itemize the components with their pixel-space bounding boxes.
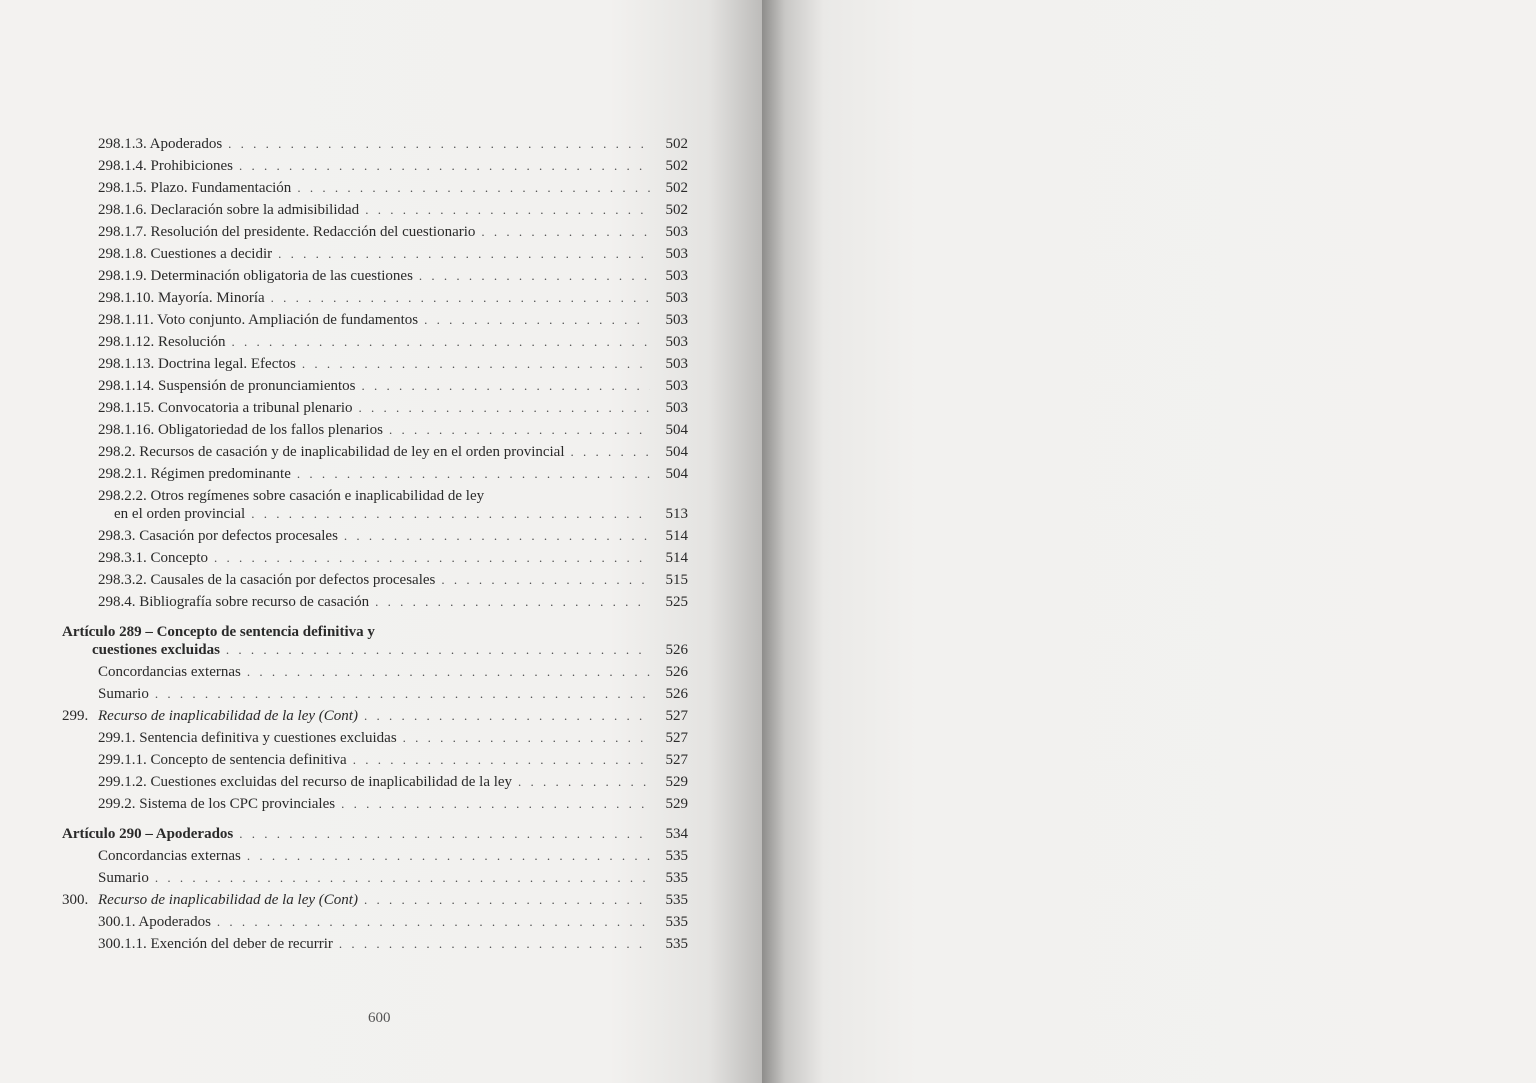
toc-page-number: 503 [665,290,688,306]
toc-page-number: 504 [665,466,688,482]
toc-entry-label: 299.1.1. Concepto de sentencia definitiva [98,752,347,768]
section-title: Recurso de inaplicabilidad de la ley (Cont) [98,708,358,724]
toc-page-number: 529 [665,796,688,812]
dot-leader [302,353,650,375]
toc-entry [62,683,688,705]
dot-leader [403,727,650,749]
toc-entry-label: 298.1.11. Voto conjunto. Ampliación de fundamentos [98,312,419,328]
toc-entry [62,569,688,591]
dot-leader [278,243,650,265]
section-title: Recurso de inaplicabilidad de la ley (Cont) [98,892,358,908]
toc-entry [62,705,688,727]
toc-entry-label: 298.3.2. Causales de la casación por defectos procesales [98,572,436,588]
toc-entry-label: 299.2. Sistema de los CPC provinciales [98,796,336,812]
toc-entry [62,661,688,683]
dot-leader [419,265,650,287]
toc-entry [62,503,688,525]
toc-entry-label: Artículo 289 – Concepto de sentencia definitiva y [62,624,375,640]
toc-entry [62,793,688,815]
toc-page-number: 525 [665,594,688,610]
toc-page-number: 503 [665,400,688,416]
toc-entry [62,823,688,845]
toc-page-number: 515 [665,572,688,588]
dot-leader [424,309,650,331]
dot-leader [353,749,650,771]
toc-page-number: 503 [665,378,688,394]
toc-page-number: 535 [665,914,688,930]
toc-entry-label: 300.1.1. Exención del deber de recurrir [98,936,333,952]
page-number-left: 600 [368,1010,391,1026]
toc-page-number: 526 [665,664,688,680]
toc-entry-label: 298.1.16. Obligatoriedad de los fallos plenarios [98,422,383,438]
toc-entry [62,933,688,955]
dot-leader [297,177,650,199]
toc-entry [62,639,688,661]
dot-leader [217,911,650,933]
toc-page-number: 502 [665,202,688,218]
toc-entry-label: 298.4. Bibliografía sobre recurso de casación [98,594,370,610]
toc-page-number: 527 [665,708,688,724]
section-number: 300. [62,892,89,908]
toc-entry [62,243,688,265]
toc-entry [62,375,688,397]
toc-entry [62,845,688,867]
toc-entry [62,867,688,889]
toc-entry [62,889,688,911]
dot-leader [271,287,650,309]
toc-entry [62,525,688,547]
toc-entry-label: 298.1.12. Resolución [98,334,226,350]
toc-entry [62,397,688,419]
toc-page-number: 503 [665,334,688,350]
toc-page-number: 502 [665,158,688,174]
toc-entry-label [62,889,358,911]
dot-leader [364,705,650,727]
toc-page-number: 529 [665,774,688,790]
dot-leader [518,771,650,793]
toc-entry-label: 298.1.6. Declaración sobre la admisibilidad [98,202,360,218]
dot-leader [375,591,650,613]
toc-entry [62,419,688,441]
toc-entry-label: Concordancias externas [98,848,241,864]
toc-entry [62,911,688,933]
toc-entry [62,199,688,221]
dot-leader [297,463,650,485]
toc-entry-label: Sumario [98,686,149,702]
toc-entry [62,621,688,639]
dot-leader [571,441,650,463]
toc-page-number: 534 [665,826,688,842]
toc-entry [62,547,688,569]
toc-entry-label: 298.1.15. Convocatoria a tribunal plenario [98,400,353,416]
toc-entry-label: Artículo 290 – Apoderados [62,826,234,842]
dot-leader [214,547,650,569]
toc-entry-label: 298.1.9. Determinación obligatoria de las cuestiones [98,268,413,284]
table-of-contents-left [62,133,688,955]
toc-entry-label: 298.1.13. Doctrina legal. Efectos [98,356,296,372]
toc-entry-label [62,705,358,727]
toc-entry-label: 298.3. Casación por defectos procesales [98,528,338,544]
toc-page-number: 513 [665,506,688,522]
toc-entry [62,309,688,331]
toc-page-number: 504 [665,444,688,460]
toc-page-number: 514 [665,550,688,566]
toc-page-number: 527 [665,752,688,768]
dot-leader [359,397,650,419]
toc-entry [62,265,688,287]
toc-entry [62,463,688,485]
toc-entry-label: 298.1.14. Suspensión de pronunciamientos [98,378,356,394]
section-number: 299. [62,708,89,724]
toc-entry-label: 299.1. Sentencia definitiva y cuestiones excluidas [98,730,397,746]
toc-entry-label: 300.1. Apoderados [98,914,211,930]
toc-page-number: 503 [665,268,688,284]
dot-leader [364,889,650,911]
toc-entry-label: Concordancias externas [98,664,241,680]
toc-entry-label: 298.2. Recursos de casación y de inaplicabilidad de ley en el orden provincial [98,444,565,460]
toc-page-number: 527 [665,730,688,746]
toc-entry [62,177,688,199]
toc-page-number: 502 [665,180,688,196]
toc-page-number: 502 [665,136,688,152]
toc-entry [62,221,688,243]
dot-leader [232,331,651,353]
dot-leader [441,569,650,591]
toc-entry-label: 298.1.10. Mayoría. Minoría [98,290,265,306]
dot-leader [247,661,650,683]
dot-leader [361,375,650,397]
toc-entry-label: 298.2.1. Régimen predominante [98,466,291,482]
toc-page-number: 503 [665,246,688,262]
toc-entry [62,155,688,177]
toc-entry [62,441,688,463]
toc-entry [62,771,688,793]
toc-entry-label: cuestiones excluidas [92,642,220,658]
dot-leader [389,419,650,441]
toc-entry [62,591,688,613]
dot-leader [344,525,650,547]
toc-page-number: 535 [665,848,688,864]
toc-entry [62,749,688,771]
toc-page-number: 503 [665,312,688,328]
dot-leader [226,639,650,661]
dot-leader [247,845,650,867]
toc-page-number: 514 [665,528,688,544]
toc-entry-label: 298.1.8. Cuestiones a decidir [98,246,273,262]
toc-entry-label: 298.1.5. Plazo. Fundamentación [98,180,292,196]
toc-entry [62,353,688,375]
dot-leader [155,867,650,889]
toc-entry [62,133,688,155]
toc-page-number: 535 [665,936,688,952]
dot-leader [239,823,650,845]
toc-entry-label: 298.1.4. Prohibiciones [98,158,233,174]
toc-entry-label: 299.1.2. Cuestiones excluidas del recurso de inaplicabilidad de la ley [98,774,513,790]
toc-entry-label: 298.3.1. Concepto [98,550,208,566]
toc-page-number: 535 [665,870,688,886]
dot-leader [155,683,650,705]
dot-leader [365,199,650,221]
toc-entry [62,727,688,749]
right-page [762,0,1536,1083]
toc-entry [62,485,688,503]
dot-leader [251,503,650,525]
dot-leader [339,933,650,955]
dot-leader [481,221,650,243]
toc-entry-label: 298.2.2. Otros regímenes sobre casación e inaplicabilidad de ley [98,488,485,504]
toc-page-number: 503 [665,224,688,240]
toc-page-number: 504 [665,422,688,438]
toc-page-number: 526 [665,686,688,702]
toc-entry-label: en el orden provincial [114,506,246,522]
toc-page-number: 535 [665,892,688,908]
toc-entry-label: 298.1.7. Resolución del presidente. Redacción del cuestionario [98,224,476,240]
dot-leader [341,793,650,815]
toc-page-number: 503 [665,356,688,372]
dot-leader [228,133,650,155]
toc-entry [62,331,688,353]
dot-leader [239,155,650,177]
left-page [0,0,762,1083]
toc-entry-label: 298.1.3. Apoderados [98,136,223,152]
toc-entry-label: Sumario [98,870,149,886]
toc-entry [62,287,688,309]
toc-page-number: 526 [665,642,688,658]
